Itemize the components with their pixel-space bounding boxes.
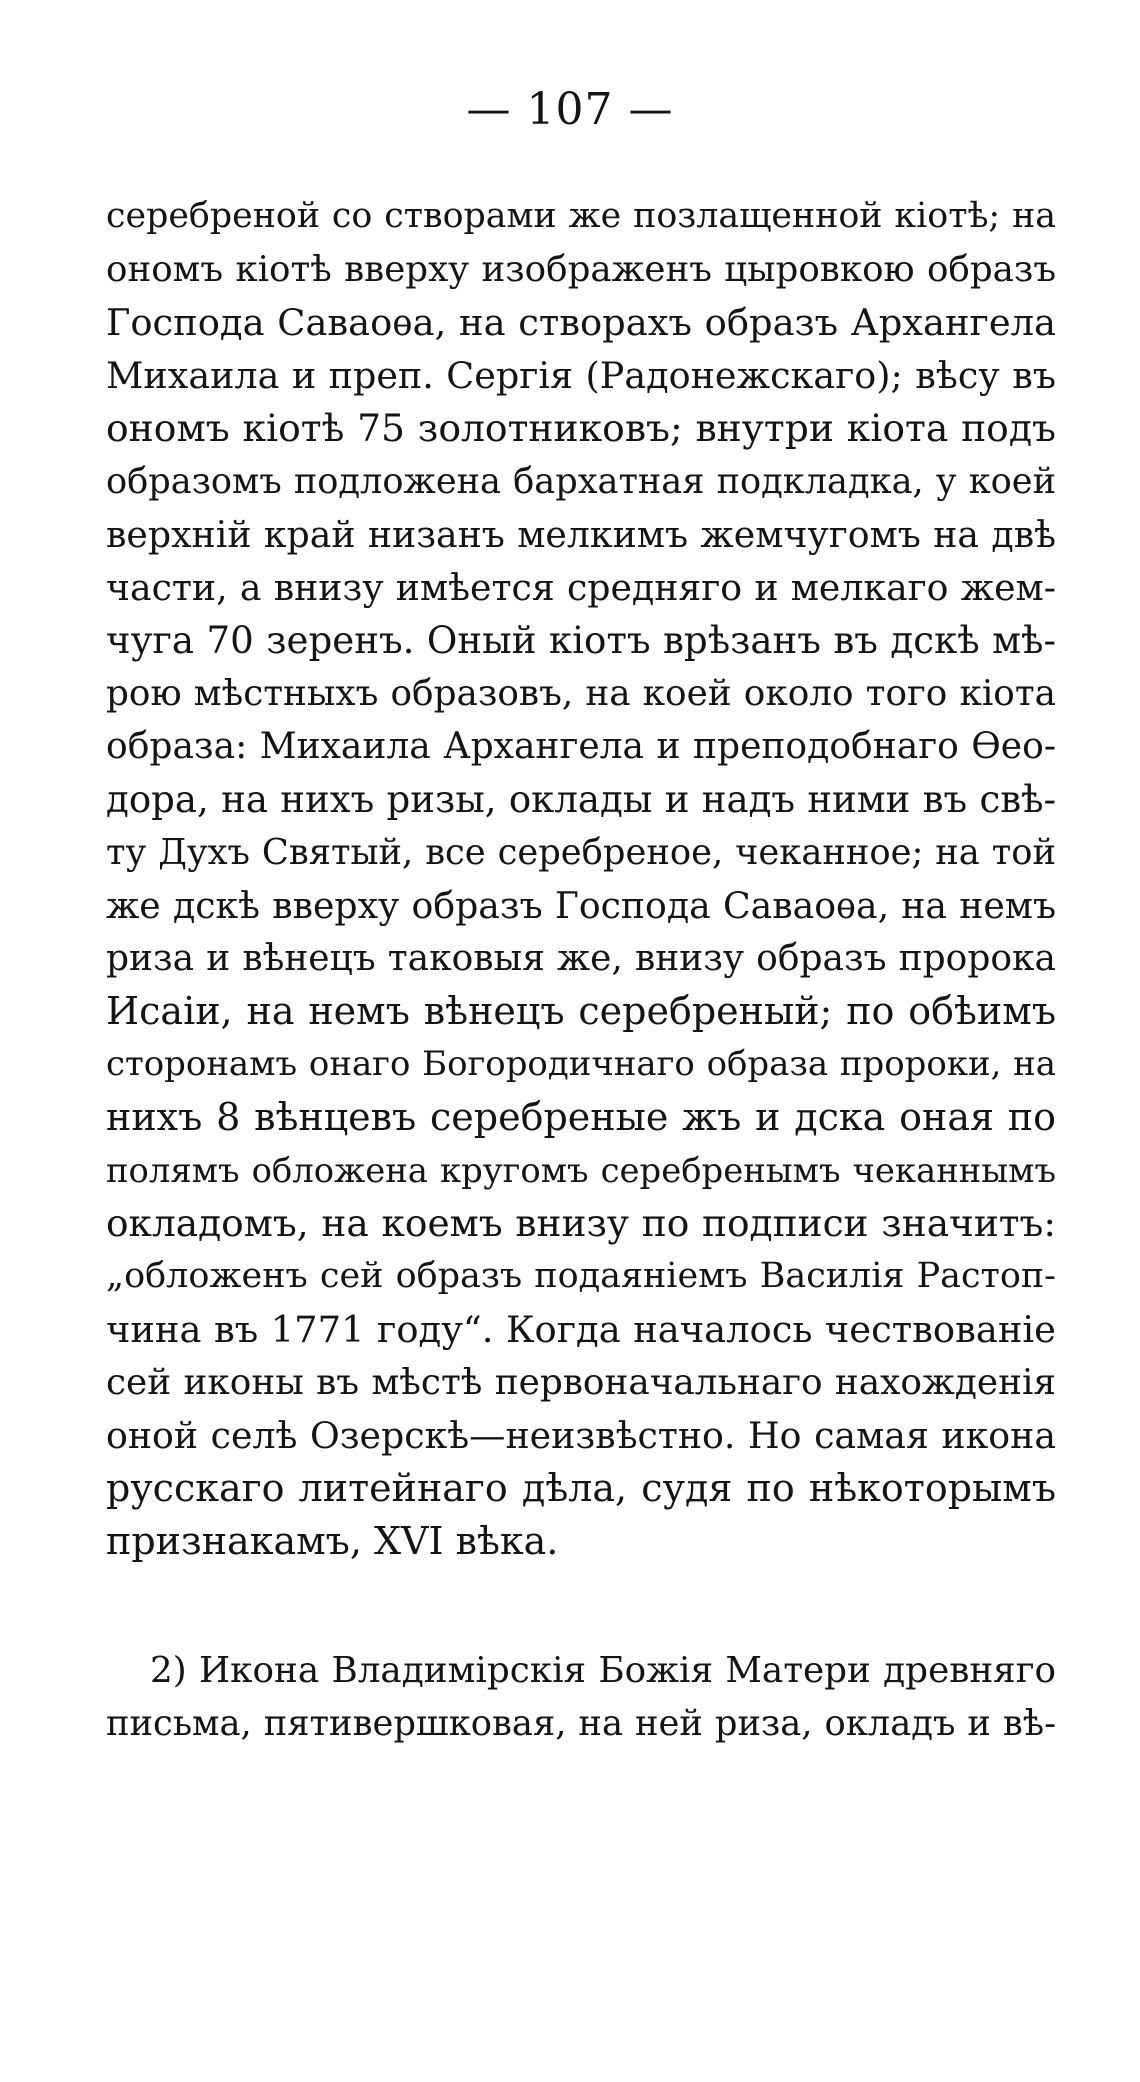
text-line: признакамъ, XVI вѣка. — [106, 1519, 559, 1563]
text-line: Михаила и преп. Сергія (Радонежскаго); вѣсу въ — [106, 354, 1056, 397]
text-line: 2) Икона Владимірскія Божія Матери древняго — [150, 1650, 1056, 1691]
paragraph-2 — [106, 1644, 1056, 1750]
text-line: нихъ 8 вѣнцевъ серебреные жъ и дска оная по — [106, 1095, 1056, 1139]
text-line: полямъ обложена кругомъ серебренымъ чеканнымъ — [106, 1151, 1056, 1190]
text-line: Исаіи, на немъ вѣнецъ серебреный; по обѣимъ — [106, 989, 1056, 1033]
text-line: серебреной со створами же позлащенной кіотѣ; на — [106, 196, 1056, 236]
paragraph-1 — [106, 190, 1056, 1568]
text-line: ономъ кіотѣ вверху изображенъ цыровкою образъ — [106, 249, 1056, 290]
text-line: сторонамъ онаго Богородичнаго образа пророки, на — [106, 1045, 1056, 1084]
page-number: — 107 — — [466, 84, 674, 135]
text-line: оной селѣ Озерскѣ—неизвѣстно. Но самая икона — [106, 1414, 1056, 1457]
text-line: ту Духъ Святый, все серебреное, чеканное; на той — [106, 832, 1056, 873]
text-line: рою мѣстныхъ образовъ, на коей около того кіота — [106, 673, 1056, 714]
text-line: сей иконы въ мѣстѣ первоначальнаго нахожденія — [106, 1362, 1056, 1403]
text-line: же дскѣ вверху образъ Господа Саваоѳа, на немъ — [106, 884, 1056, 927]
text-line: окладомъ, на коемъ внизу по подписи значитъ: — [106, 1201, 1056, 1245]
text-line: чина въ 1771 году“. Когда началось чествованіе — [106, 1308, 1056, 1351]
text-line: письма, пятивершковая, на ней риза, окладъ и вѣ- — [106, 1703, 1056, 1744]
text-line: образа: Михаила Архангела и преподобнаго Ѳео- — [106, 726, 1056, 767]
text-line: ономъ кіотѣ 75 золотниковъ; внутри кіота подъ — [106, 406, 1056, 450]
text-line: дора, на нихъ ризы, оклады и надъ ними въ свѣ- — [106, 778, 1056, 821]
text-line: „обложенъ сей образъ подаяніемъ Василія Растоп- — [106, 1256, 1056, 1296]
text-line: части, а внизу имѣется средняго и мелкаго жем- — [106, 566, 1056, 609]
text-line: русскаго литейнаго дѣла, судя по нѣкоторымъ — [106, 1466, 1056, 1510]
text-line: чуга 70 зеренъ. Оный кіотъ врѣзанъ въ дскѣ мѣ- — [106, 619, 1056, 662]
text-line: образомъ подложена бархатная подкладка, у коей — [106, 461, 1056, 502]
text-line: верхній край низанъ мелкимъ жемчугомъ на двѣ — [106, 513, 1056, 556]
text-line: Господа Саваоѳа, на створахъ образъ Архангела — [106, 301, 1056, 344]
text-line: риза и вѣнецъ таковыя же, внизу образъ пророка — [106, 938, 1056, 979]
